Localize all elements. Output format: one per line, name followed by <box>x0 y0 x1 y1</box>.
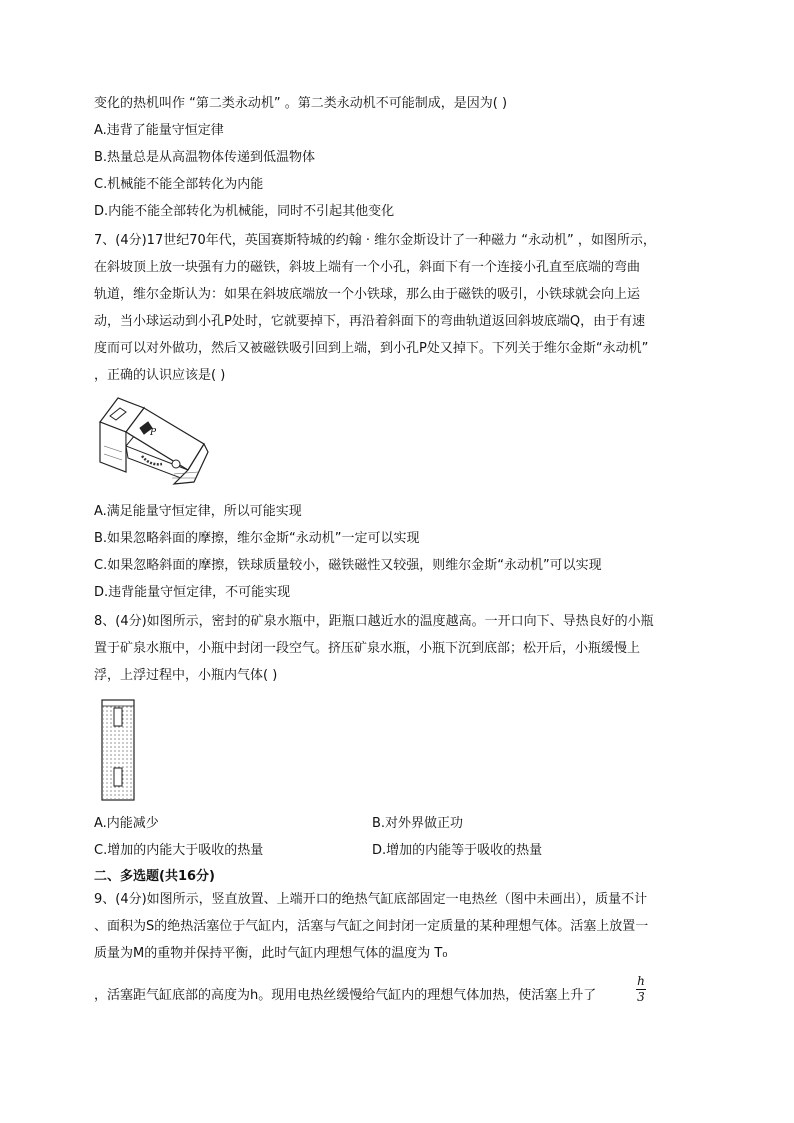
q8-bottle-figure <box>98 698 138 802</box>
q8-option-c: C.增加的内能大于吸收的热量 <box>94 843 264 858</box>
q7-stem-line: 度而可以对外做功，然后又被磁铁吸引回到上端，到小孔P处又掉下。下列关于维尔金斯“永动机” <box>94 341 649 356</box>
q8-option-b: B.对外界做正功 <box>372 816 464 831</box>
q8-stem-line: 置于矿泉水瓶中，小瓶中封闭一段空气。挤压矿泉水瓶，小瓶下沉到底部；松开后，小瓶缓慢上 <box>94 641 641 656</box>
q9-fraction <box>636 975 646 1004</box>
q9-stem-line: 、面积为S的绝热活塞位于气缸内，活塞与气缸之间封闭一定质量的某种理想气体。活塞上放置一 <box>94 919 649 934</box>
q7-stem-line: 7、(4分)17世纪70年代，英国赛斯特城的约翰 · 维尔金斯设计了一种磁力 “永动机” ，如图所示， <box>94 233 656 248</box>
q6-stem-tail: 变化的热机叫作 “第二类永动机” 。第二类永动机不可能制成，是因为( ) <box>94 96 508 111</box>
q7-stem-line: 轨道，维尔金斯认为：如果在斜坡底端放一个小铁球，那么由于磁铁的吸引，小铁球就会向上运 <box>94 287 641 302</box>
q7-option-c: C.如果忽略斜面的摩擦，铁球质量较小，磁铁磁性又较强，则维尔金斯“永动机”可以实现 <box>94 558 602 573</box>
q9-fraction-numerator: h <box>637 974 645 988</box>
q7-option-a: A.满足能量守恒定律，所以可能实现 <box>94 504 302 519</box>
q9-stem-line: ，活塞距气缸底部的高度为h。现用电热丝缓慢给气缸内的理想气体加热，使活塞上升了 <box>94 988 597 1003</box>
q6-option-c: C.机械能不能全部转化为内能 <box>94 177 264 192</box>
q9-stem-line: 9、(4分)如图所示，竖直放置、上端开口的绝热气缸底部固定一电热丝（图中未画出），质量不计 <box>94 892 648 907</box>
section-heading: 二、多选题(共16分) <box>94 869 215 884</box>
q9-fraction-denominator: 3 <box>637 990 645 1004</box>
q7-stem-line: ，正确的认识应该是( ) <box>94 368 226 383</box>
q6-option-b: B.热量总是从高温物体传递到低温物体 <box>94 150 316 165</box>
q8-option-d: D.增加的内能等于吸收的热量 <box>372 843 543 858</box>
q8-option-a: A.内能减少 <box>94 816 159 831</box>
q7-option-d: D.违背能量守恒定律，不可能实现 <box>94 585 291 600</box>
q7-magnet-ramp-figure <box>96 394 212 490</box>
q6-option-d: D.内能不能全部转化为机械能，同时不引起其他变化 <box>94 204 395 219</box>
q7-stem-line: 在斜坡顶上放一块强有力的磁铁，斜坡上端有一个小孔，斜面下有一个连接小孔直至底端的弯曲 <box>94 260 641 275</box>
q7-option-b: B.如果忽略斜面的摩擦，维尔金斯“永动机”一定可以实现 <box>94 531 420 546</box>
q8-stem-line: 8、(4分)如图所示，密封的矿泉水瓶中，距瓶口越近水的温度越高。一开口向下、导热良好的小瓶 <box>94 614 654 629</box>
q9-stem-line: 质量为M的重物并保持平衡，此时气缸内理想气体的温度为 T₀ <box>94 946 448 961</box>
q6-option-a: A.违背了能量守恒定律 <box>94 123 224 138</box>
q8-stem-line: 浮，上浮过程中，小瓶内气体( ) <box>94 668 278 683</box>
q7-figure-label-p: P <box>150 428 157 438</box>
q7-stem-line: 动，当小球运动到小孔P处时，它就要掉下，再沿着斜面下的弯曲轨道返回斜坡底端Q，由于有速 <box>94 314 646 329</box>
